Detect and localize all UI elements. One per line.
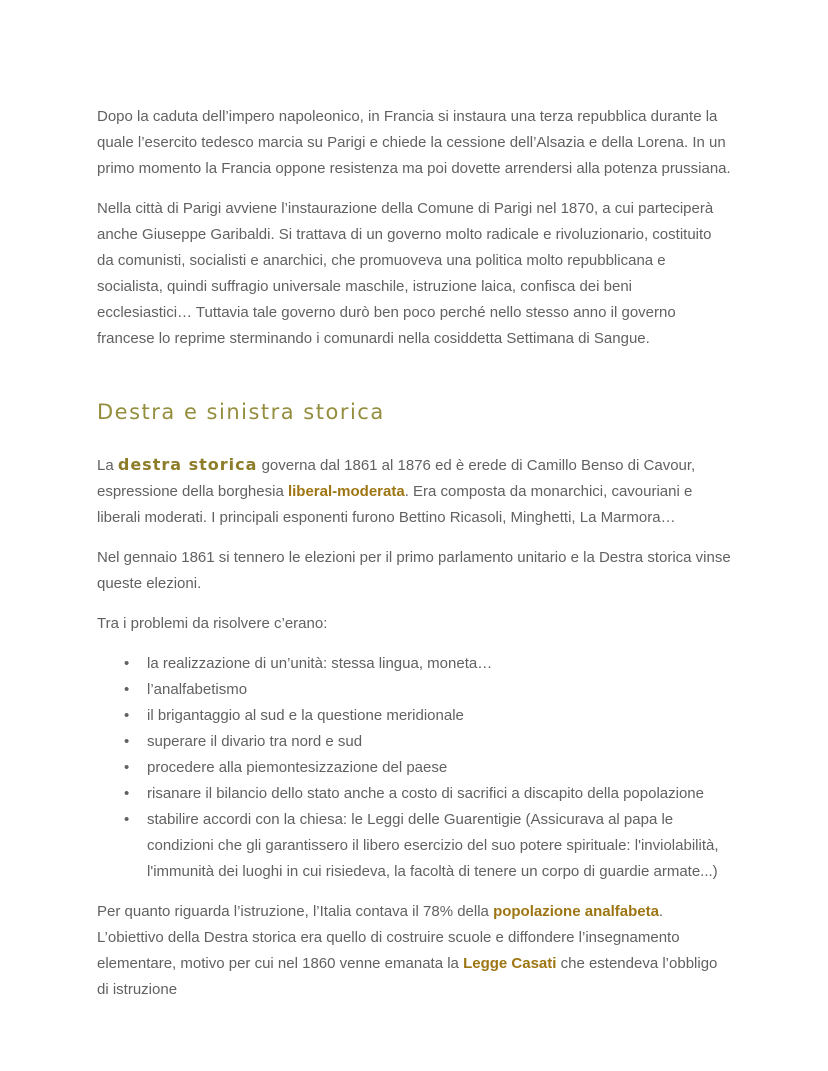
paragraph-paris-commune: Nella città di Parigi avviene l’instaurazione della Comune di Parigi nel 1870, a cui parteciperà anche Giuseppe Garibaldi. Si trattava di un governo molto radicale e rivoluzionario, costituito da comunisti, socialisti e anarchici, che promuoveva una politica molto repubblicana e socialista, quindi suffragio universale maschile, istruzione laica, confisca dei beni ecclesiastici… Tuttavia tale governo durò ben poco perché nello stesso anno il governo francese lo reprime sterminando i comunardi nella cosiddetta Settimana di Sangue. (97, 200, 714, 347)
paragraph-destra-storica (97, 452, 731, 531)
highlight-popolazione-analfabeta: popolazione analfabeta (493, 903, 659, 920)
list-item: • l’analfabetismo (147, 677, 731, 703)
highlight-liberal-moderata: liberal-moderata (287, 483, 405, 500)
paragraph-elections-1861: Nel gennaio 1861 si tennero le elezioni per il primo parlamento unitario e la Destra storica vinse queste elezioni. (97, 549, 731, 592)
text-run: . Era composta da monarchici, cavouriani e liberali moderati. I principali esponenti furono Bettino Ricasoli, Minghetti, La Marmora… (97, 483, 693, 526)
text-run: . L’obiettivo della Destra storica era quello di costruire scuole e diffondere l’insegnamento elementare, motivo per cui nel 1860 venne emanata la (97, 903, 680, 972)
list-item: • stabilire accordi con la chiesa: le Leggi delle Guarentigie (Assicurava al papa le condizioni che gli garantissero il libero esercizio del suo potere spirituale: l'inviolabilità, l'immunità dei luoghi in cui risiedeva, la facoltà di tenere un corpo di guardie armate...) (147, 807, 731, 885)
section-heading-destra-sinistra: Destra e sinistra storica (97, 400, 385, 424)
text-run: che estendeva l’obbligo di istruzione (97, 955, 718, 998)
list-item: • superare il divario tra nord e sud (147, 729, 731, 755)
document-content (97, 0, 731, 1017)
paragraph-istruzione (97, 899, 731, 1003)
paragraph-problems-intro: Tra i problemi da risolvere c’erano: (97, 615, 328, 632)
highlight-legge-casati: Legge Casati (463, 955, 557, 972)
text-run: governa dal 1861 al 1876 ed è erede di Camillo Benso di Cavour, espressione della borghesia (97, 457, 696, 500)
list-item: • il brigantaggio al sud e la questione meridionale (147, 703, 731, 729)
highlight-destra-storica: destra storica (117, 455, 258, 474)
bullet-list-problems (97, 651, 731, 885)
list-item: • procedere alla piemontesizzazione del paese (147, 755, 731, 781)
text-run: La (97, 457, 118, 474)
text-run: Per quanto riguarda l’istruzione, l’Italia contava il 78% della (97, 903, 494, 920)
list-item: • la realizzazione di un’unità: stessa lingua, moneta… (147, 651, 731, 677)
list-item: • risanare il bilancio dello stato anche a costo di sacrifici a discapito della popolazione (147, 781, 731, 807)
paragraph-napoleonic-fall: Dopo la caduta dell’impero napoleonico, in Francia si instaura una terza repubblica durante la quale l’esercito tedesco marcia su Parigi e chiede la cessione dell’Alsazia e della Lorena. In un primo momento la Francia oppone resistenza ma poi dovette arrendersi alla potenza prussiana. (97, 108, 731, 177)
